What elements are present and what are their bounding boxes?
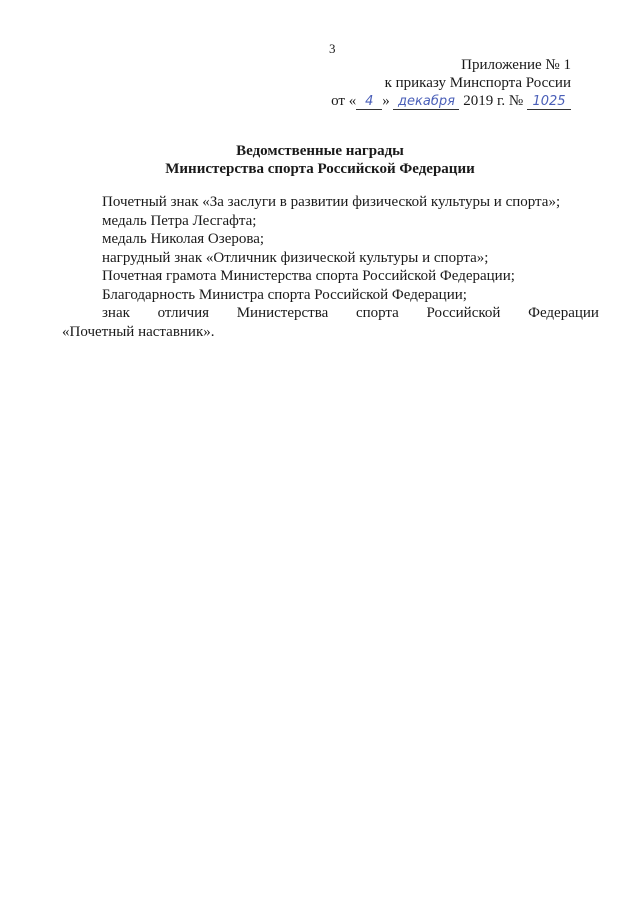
awards-list: [62, 193, 599, 341]
appendix-order-date: [331, 92, 571, 110]
award-word: спорта: [355, 305, 399, 321]
quote-close: »: [382, 93, 390, 109]
award-item: медаль Николая Озерова;: [102, 231, 265, 247]
award-word: Министерства: [236, 305, 329, 321]
document-title: [0, 142, 640, 178]
award-word: знак: [102, 305, 130, 321]
award-word: Российской: [426, 305, 501, 321]
handwritten-day: 4: [356, 95, 382, 110]
title-line-1: Ведомственные награды: [236, 143, 404, 159]
year-text: 2019 г. №: [463, 93, 524, 109]
award-item-last-line-2: «Почетный наставник».: [62, 323, 215, 340]
from-prefix: от «: [331, 93, 357, 109]
title-line-2: Министерства спорта Российской Федерации: [165, 161, 475, 177]
award-item: медаль Петра Лесгафта;: [102, 212, 257, 229]
handwritten-month: декабря: [393, 95, 459, 110]
appendix-header: [331, 56, 571, 110]
handwritten-order-number: 1025: [527, 95, 571, 110]
award-item-last-line-1: [62, 304, 599, 323]
award-item: Почетный знак «За заслуги в развитии физической культуры и спорта»;: [102, 194, 561, 210]
appendix-order-ref: к приказу Минспорта России: [384, 75, 571, 91]
page-number: 3: [329, 41, 336, 56]
appendix-title: Приложение № 1: [461, 57, 571, 73]
award-item: Почетная грамота Министерства спорта Российской Федерации;: [102, 268, 515, 284]
award-word: Федерации: [528, 305, 599, 321]
award-word: отличия: [157, 305, 210, 321]
award-item: Благодарность Министра спорта Российской Федерации;: [102, 286, 467, 303]
award-item: нагрудный знак «Отличник физической культуры и спорта»;: [102, 249, 489, 266]
